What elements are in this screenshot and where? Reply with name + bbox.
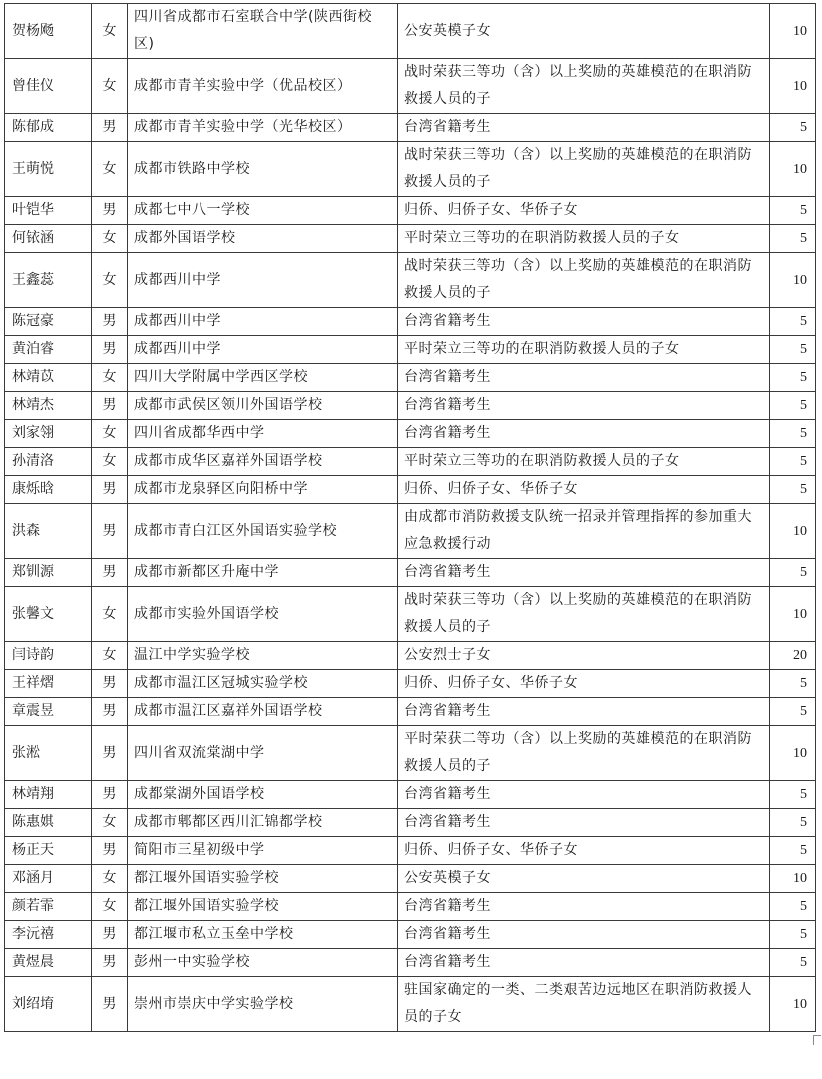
school-cell: 成都市实验外国语学校 bbox=[128, 587, 398, 642]
corner-mark bbox=[813, 1035, 821, 1045]
table-row bbox=[5, 977, 816, 1032]
gender-cell: 女 bbox=[92, 893, 128, 921]
table-row bbox=[5, 504, 816, 559]
table-row bbox=[5, 476, 816, 504]
student-name-cell: 黄泊睿 bbox=[5, 336, 92, 364]
points-cell: 20 bbox=[770, 642, 816, 670]
table-row bbox=[5, 4, 816, 59]
student-name-cell: 林靖苡 bbox=[5, 364, 92, 392]
points-cell: 5 bbox=[770, 837, 816, 865]
bonus-points-table bbox=[4, 3, 816, 1032]
student-name-cell: 黄煜晨 bbox=[5, 949, 92, 977]
student-name-cell: 张馨文 bbox=[5, 587, 92, 642]
gender-cell: 女 bbox=[92, 642, 128, 670]
gender-cell: 男 bbox=[92, 837, 128, 865]
points-cell: 5 bbox=[770, 197, 816, 225]
school-cell: 都江堰外国语实验学校 bbox=[128, 893, 398, 921]
category-cell: 台湾省籍考生 bbox=[398, 114, 770, 142]
points-cell: 10 bbox=[770, 865, 816, 893]
gender-cell: 男 bbox=[92, 476, 128, 504]
gender-cell: 男 bbox=[92, 504, 128, 559]
school-cell: 成都市青羊实验中学（光华校区） bbox=[128, 114, 398, 142]
student-name-cell: 刘绍堉 bbox=[5, 977, 92, 1032]
table-body bbox=[5, 4, 816, 1032]
student-name-cell: 章震昱 bbox=[5, 698, 92, 726]
points-cell: 10 bbox=[770, 504, 816, 559]
gender-cell: 男 bbox=[92, 698, 128, 726]
gender-cell: 女 bbox=[92, 142, 128, 197]
points-cell: 5 bbox=[770, 781, 816, 809]
category-cell: 归侨、归侨子女、华侨子女 bbox=[398, 837, 770, 865]
student-name-cell: 颜若霏 bbox=[5, 893, 92, 921]
school-cell: 温江中学实验学校 bbox=[128, 642, 398, 670]
points-cell: 5 bbox=[770, 559, 816, 587]
table-row bbox=[5, 114, 816, 142]
gender-cell: 男 bbox=[92, 308, 128, 336]
student-name-cell: 刘家翎 bbox=[5, 420, 92, 448]
category-cell: 台湾省籍考生 bbox=[398, 308, 770, 336]
gender-cell: 女 bbox=[92, 809, 128, 837]
points-cell: 10 bbox=[770, 4, 816, 59]
student-name-cell: 何铱涵 bbox=[5, 225, 92, 253]
gender-cell: 男 bbox=[92, 114, 128, 142]
table-row bbox=[5, 893, 816, 921]
points-cell: 5 bbox=[770, 670, 816, 698]
school-cell: 成都市郫都区西川汇锦都学校 bbox=[128, 809, 398, 837]
points-cell: 10 bbox=[770, 726, 816, 781]
category-cell: 驻国家确定的一类、二类艰苦边远地区在职消防救援人员的子女 bbox=[398, 977, 770, 1032]
points-cell: 5 bbox=[770, 921, 816, 949]
school-cell: 成都棠湖外国语学校 bbox=[128, 781, 398, 809]
student-name-cell: 曾佳仪 bbox=[5, 59, 92, 114]
school-cell: 成都市武侯区领川外国语学校 bbox=[128, 392, 398, 420]
category-cell: 公安英模子女 bbox=[398, 865, 770, 893]
gender-cell: 女 bbox=[92, 364, 128, 392]
student-name-cell: 张淞 bbox=[5, 726, 92, 781]
points-cell: 5 bbox=[770, 364, 816, 392]
school-cell: 成都市新都区升庵中学 bbox=[128, 559, 398, 587]
table-row bbox=[5, 587, 816, 642]
gender-cell: 男 bbox=[92, 949, 128, 977]
student-name-cell: 陈惠娸 bbox=[5, 809, 92, 837]
table-row bbox=[5, 809, 816, 837]
school-cell: 成都外国语学校 bbox=[128, 225, 398, 253]
student-name-cell: 王鑫蕊 bbox=[5, 253, 92, 308]
student-name-cell: 王萌悦 bbox=[5, 142, 92, 197]
points-cell: 5 bbox=[770, 448, 816, 476]
table-row bbox=[5, 448, 816, 476]
category-cell: 战时荣获三等功（含）以上奖励的英雄模范的在职消防救援人员的子 bbox=[398, 253, 770, 308]
gender-cell: 男 bbox=[92, 197, 128, 225]
table-row bbox=[5, 308, 816, 336]
points-cell: 5 bbox=[770, 420, 816, 448]
table-row bbox=[5, 364, 816, 392]
table-row bbox=[5, 253, 816, 308]
table-row bbox=[5, 59, 816, 114]
school-cell: 都江堰外国语实验学校 bbox=[128, 865, 398, 893]
category-cell: 台湾省籍考生 bbox=[398, 364, 770, 392]
gender-cell: 男 bbox=[92, 336, 128, 364]
school-cell: 成都市龙泉驿区向阳桥中学 bbox=[128, 476, 398, 504]
category-cell: 台湾省籍考生 bbox=[398, 893, 770, 921]
gender-cell: 男 bbox=[92, 977, 128, 1032]
category-cell: 归侨、归侨子女、华侨子女 bbox=[398, 197, 770, 225]
gender-cell: 女 bbox=[92, 448, 128, 476]
school-cell: 成都市温江区嘉祥外国语学校 bbox=[128, 698, 398, 726]
category-cell: 台湾省籍考生 bbox=[398, 698, 770, 726]
table-row bbox=[5, 726, 816, 781]
points-cell: 10 bbox=[770, 977, 816, 1032]
gender-cell: 男 bbox=[92, 559, 128, 587]
points-cell: 5 bbox=[770, 476, 816, 504]
gender-cell: 男 bbox=[92, 921, 128, 949]
table-row bbox=[5, 837, 816, 865]
student-name-cell: 邓涵月 bbox=[5, 865, 92, 893]
gender-cell: 女 bbox=[92, 587, 128, 642]
points-cell: 5 bbox=[770, 949, 816, 977]
school-cell: 四川省双流棠湖中学 bbox=[128, 726, 398, 781]
school-cell: 成都市成华区嘉祥外国语学校 bbox=[128, 448, 398, 476]
category-cell: 平时荣获二等功（含）以上奖励的英雄模范的在职消防救援人员的子 bbox=[398, 726, 770, 781]
points-cell: 5 bbox=[770, 698, 816, 726]
school-cell: 成都市青白江区外国语实验学校 bbox=[128, 504, 398, 559]
gender-cell: 女 bbox=[92, 253, 128, 308]
points-cell: 5 bbox=[770, 225, 816, 253]
table-row bbox=[5, 197, 816, 225]
school-cell: 四川省成都市石室联合中学(陕西街校区) bbox=[128, 4, 398, 59]
points-cell: 10 bbox=[770, 587, 816, 642]
student-name-cell: 陈冠豪 bbox=[5, 308, 92, 336]
category-cell: 战时荣获三等功（含）以上奖励的英雄模范的在职消防救援人员的子 bbox=[398, 59, 770, 114]
gender-cell: 男 bbox=[92, 670, 128, 698]
student-name-cell: 林靖翔 bbox=[5, 781, 92, 809]
category-cell: 战时荣获三等功（含）以上奖励的英雄模范的在职消防救援人员的子 bbox=[398, 142, 770, 197]
gender-cell: 男 bbox=[92, 726, 128, 781]
gender-cell: 男 bbox=[92, 392, 128, 420]
school-cell: 成都西川中学 bbox=[128, 253, 398, 308]
school-cell: 四川大学附属中学西区学校 bbox=[128, 364, 398, 392]
table-row bbox=[5, 949, 816, 977]
student-name-cell: 林靖杰 bbox=[5, 392, 92, 420]
table-row bbox=[5, 420, 816, 448]
points-cell: 5 bbox=[770, 308, 816, 336]
points-cell: 5 bbox=[770, 392, 816, 420]
gender-cell: 男 bbox=[92, 781, 128, 809]
points-cell: 5 bbox=[770, 893, 816, 921]
gender-cell: 女 bbox=[92, 865, 128, 893]
table-row bbox=[5, 142, 816, 197]
category-cell: 平时荣立三等功的在职消防救援人员的子女 bbox=[398, 225, 770, 253]
category-cell: 平时荣立三等功的在职消防救援人员的子女 bbox=[398, 336, 770, 364]
table-row bbox=[5, 921, 816, 949]
student-name-cell: 叶铠华 bbox=[5, 197, 92, 225]
student-name-cell: 郑钏源 bbox=[5, 559, 92, 587]
category-cell: 台湾省籍考生 bbox=[398, 949, 770, 977]
table-row bbox=[5, 225, 816, 253]
school-cell: 成都市青羊实验中学（优品校区） bbox=[128, 59, 398, 114]
student-name-cell: 杨正天 bbox=[5, 837, 92, 865]
points-cell: 10 bbox=[770, 253, 816, 308]
category-cell: 平时荣立三等功的在职消防救援人员的子女 bbox=[398, 448, 770, 476]
points-cell: 5 bbox=[770, 336, 816, 364]
points-cell: 5 bbox=[770, 809, 816, 837]
student-name-cell: 陈郁成 bbox=[5, 114, 92, 142]
points-cell: 10 bbox=[770, 59, 816, 114]
table-row bbox=[5, 559, 816, 587]
table-row bbox=[5, 642, 816, 670]
school-cell: 成都市温江区冠城实验学校 bbox=[128, 670, 398, 698]
student-name-cell: 王祥熠 bbox=[5, 670, 92, 698]
student-name-cell: 闫诗韵 bbox=[5, 642, 92, 670]
school-cell: 简阳市三星初级中学 bbox=[128, 837, 398, 865]
school-cell: 彭州一中实验学校 bbox=[128, 949, 398, 977]
school-cell: 成都西川中学 bbox=[128, 336, 398, 364]
gender-cell: 女 bbox=[92, 4, 128, 59]
points-cell: 10 bbox=[770, 142, 816, 197]
points-cell: 5 bbox=[770, 114, 816, 142]
category-cell: 战时荣获三等功（含）以上奖励的英雄模范的在职消防救援人员的子 bbox=[398, 587, 770, 642]
gender-cell: 女 bbox=[92, 420, 128, 448]
table-row bbox=[5, 865, 816, 893]
category-cell: 台湾省籍考生 bbox=[398, 559, 770, 587]
category-cell: 公安烈士子女 bbox=[398, 642, 770, 670]
student-name-cell: 孙清洛 bbox=[5, 448, 92, 476]
school-cell: 成都西川中学 bbox=[128, 308, 398, 336]
table-row bbox=[5, 698, 816, 726]
student-name-cell: 洪森 bbox=[5, 504, 92, 559]
gender-cell: 女 bbox=[92, 59, 128, 114]
school-cell: 四川省成都华西中学 bbox=[128, 420, 398, 448]
table-row bbox=[5, 781, 816, 809]
category-cell: 台湾省籍考生 bbox=[398, 392, 770, 420]
school-cell: 成都市铁路中学校 bbox=[128, 142, 398, 197]
table-row bbox=[5, 670, 816, 698]
category-cell: 台湾省籍考生 bbox=[398, 809, 770, 837]
school-cell: 崇州市崇庆中学实验学校 bbox=[128, 977, 398, 1032]
school-cell: 都江堰市私立玉垒中学校 bbox=[128, 921, 398, 949]
category-cell: 归侨、归侨子女、华侨子女 bbox=[398, 670, 770, 698]
table-row bbox=[5, 392, 816, 420]
student-name-cell: 李沅禧 bbox=[5, 921, 92, 949]
student-name-cell: 贺杨飏 bbox=[5, 4, 92, 59]
category-cell: 公安英模子女 bbox=[398, 4, 770, 59]
category-cell: 台湾省籍考生 bbox=[398, 921, 770, 949]
category-cell: 由成都市消防救援支队统一招录并管理指挥的参加重大应急救援行动 bbox=[398, 504, 770, 559]
category-cell: 台湾省籍考生 bbox=[398, 420, 770, 448]
gender-cell: 女 bbox=[92, 225, 128, 253]
category-cell: 归侨、归侨子女、华侨子女 bbox=[398, 476, 770, 504]
student-name-cell: 康烁晗 bbox=[5, 476, 92, 504]
table-row bbox=[5, 336, 816, 364]
category-cell: 台湾省籍考生 bbox=[398, 781, 770, 809]
school-cell: 成都七中八一学校 bbox=[128, 197, 398, 225]
